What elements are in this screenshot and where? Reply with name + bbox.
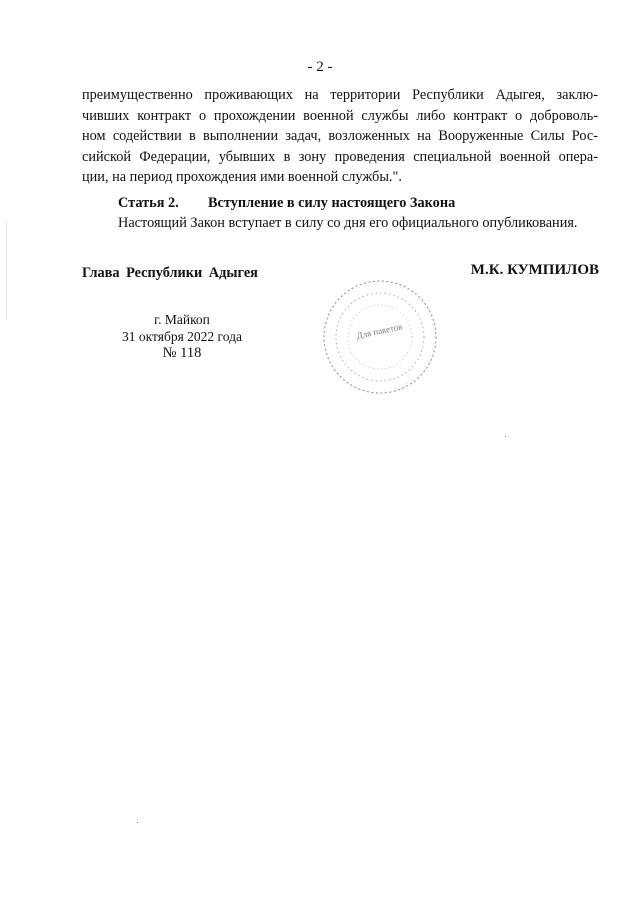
body-paragraph [82, 85, 598, 188]
stamp-seal-icon [316, 278, 444, 396]
article-text: Настоящий Закон вступает в силу со дня его официального опубликования. [118, 215, 578, 231]
city: г. Майкоп [154, 312, 210, 327]
law-date: 31 октября 2022 года [122, 329, 242, 344]
page-number: - 2 - [307, 59, 333, 75]
law-number: № 118 [162, 345, 202, 361]
stamp-text: Для пакетов [355, 321, 404, 341]
scan-margin-line [6, 220, 7, 320]
article-2 [118, 193, 608, 233]
body-line: ции, на период прохождения ими военной службы.". [82, 169, 402, 185]
body-line: преимущественно проживающих на территории Республики Адыгея, заклю- [82, 87, 598, 103]
body-line: ном содействии в выполнении задач, возложенных на Вооруженные Силы Рос- [82, 128, 598, 144]
signatory-position: Глава Республики Адыгея [82, 265, 258, 281]
svg-text:· · · · · · · · · · · · · · ·: · · · · · · · · · · · · · · · · · · · · · · · · · · · · · · · · · · · · · · · [323, 280, 437, 392]
scan-speck [137, 822, 138, 823]
article-number: Статья 2. [118, 195, 179, 211]
body-line: чивших контракт о прохождении военной службы либо контракт о доброволь- [82, 107, 598, 124]
place-date-block [102, 311, 262, 362]
article-title: Вступление в силу настоящего Закона [208, 195, 456, 211]
scan-speck [505, 436, 506, 437]
signatory-name: М.К. КУМПИЛОВ [470, 262, 599, 278]
article-heading [118, 193, 608, 213]
official-stamp [316, 278, 444, 396]
body-line: сийской Федерации, убывших в зону проведения специальной военной опера- [82, 148, 598, 165]
